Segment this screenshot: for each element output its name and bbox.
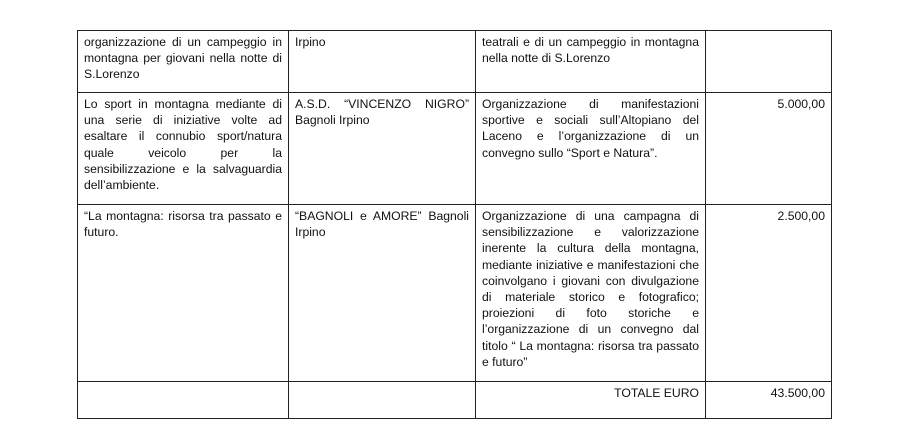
project-cell: Lo sport in montagna mediante di una serie di iniziative volte ad esaltare il connubio sport/natura quale veicolo per la sensibilizzazione e la salvaguardia dell’ambiente. [78, 93, 289, 205]
project-cell: organizzazione di un campeggio in montagna per giovani nella notte di S.Lorenzo [78, 31, 289, 93]
amount-cell: 5.000,00 [706, 93, 832, 205]
empty-cell [78, 382, 289, 419]
amount-cell [706, 31, 832, 93]
table-row [78, 205, 832, 382]
total-label: TOTALE EURO [476, 382, 706, 419]
table-row [78, 31, 832, 93]
total-row [78, 382, 832, 419]
amount-cell: 2.500,00 [706, 205, 832, 382]
total-amount: 43.500,00 [706, 382, 832, 419]
empty-cell [289, 382, 476, 419]
funding-table [77, 30, 832, 419]
association-cell: A.S.D. “VINCENZO NIGRO” Bagnoli Irpino [289, 93, 476, 205]
association-cell: “BAGNOLI e AMORE” Bagnoli Irpino [289, 205, 476, 382]
project-cell: “La montagna: risorsa tra passato e futuro. [78, 205, 289, 382]
description-cell: Organizzazione di una campagna di sensibilizzazione e valorizzazione inerente la cultura della montagna, mediante iniziative e manifestazioni che coinvolgano i giovani con divulgazione di materiale storico e fotografico; proiezioni di foto storiche e l’organizzazione di un convegno dal titolo “ La montagna: risorsa tra passato e futuro” [476, 205, 706, 382]
description-cell: Organizzazione di manifestazioni sportive e sociali sull’Altopiano del Laceno e l’organizzazione di un convegno sullo “Sport e Natura”. [476, 93, 706, 205]
description-cell: teatrali e di un campeggio in montagna nella notte di S.Lorenzo [476, 31, 706, 93]
table-row [78, 93, 832, 205]
association-cell: Irpino [289, 31, 476, 93]
